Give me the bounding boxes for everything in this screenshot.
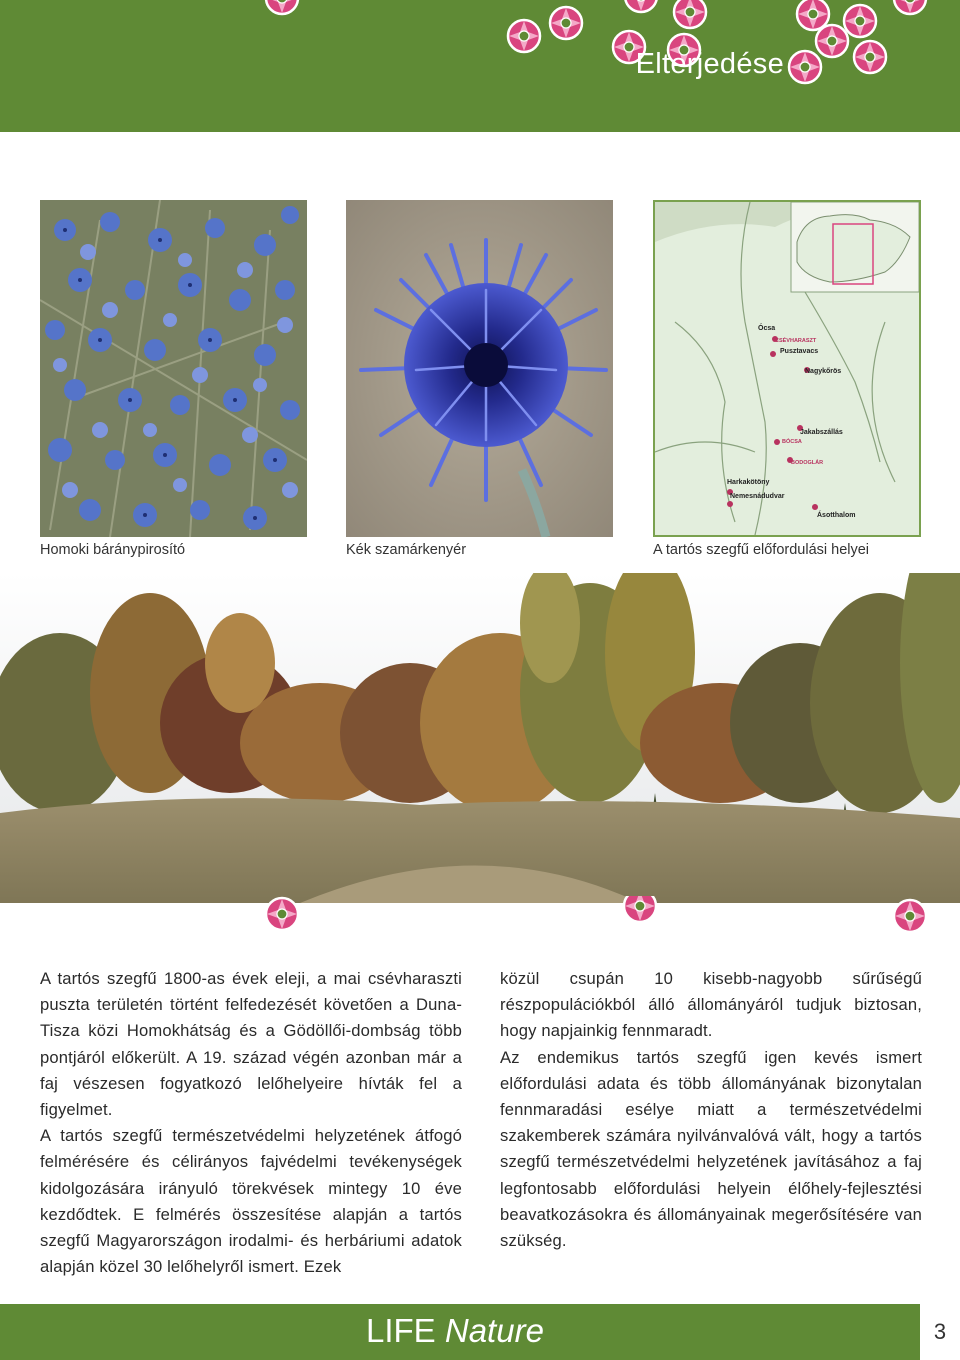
map-label: BODOGLÁR	[791, 460, 824, 466]
paragraph: A tartós szegfű 1800-as évek eleji, a mai csévharaszti puszta területén történt felfedezését követően a Duna-Tisza közi Homokhátság és a Gödöllői-dombság több pontjáról előkerült. A 19. század végén azonban már a faj vészesen fogyatkozó lelőhelyeire hívták fel a figyelmet.	[40, 969, 462, 1120]
footer-life: LIFE	[366, 1312, 436, 1349]
photo-caption: Homoki báránypirosító	[40, 542, 186, 558]
photo-caption: Kék szamárkenyér	[346, 542, 467, 558]
map-label: CSÉVHARASZT	[775, 338, 817, 344]
footer-nature: Nature	[444, 1312, 544, 1349]
paragraph: A tartós szegfű természetvédelmi helyzetének átfogó felmérésére és célirányos fajvédelmi tevékenységek kidolgozására irányuló törekvések mintegy 10 éve kezdődtek. E felmérés összesítése alapján a tartós szegfű Magyarországon irodalmi- és herbáriumi adatok alapján közel 30 lelőhelyről ismert. Ezek	[40, 1126, 462, 1277]
map-caption: A tartós szegfű előfordulási helyei	[653, 542, 870, 558]
map-label: Ócsa	[758, 325, 776, 332]
map-label: Ásotthalom	[817, 512, 856, 519]
footer-logo-text	[366, 1312, 544, 1350]
map-label: Nemesnádudvar	[730, 493, 785, 500]
flower-decoration-top	[0, 0, 960, 132]
page-number: 3	[920, 1304, 960, 1360]
body-column-left	[40, 966, 462, 1280]
photo-lithospermum	[40, 200, 307, 537]
map-label: Pusztavacs	[780, 348, 819, 355]
flower-decoration-bottom	[0, 896, 960, 936]
map-label: Jakabszállás	[800, 429, 843, 436]
paragraph: Az endemikus tartós szegfű igen kevés ismert előfordulási adata és több állományának bizonytalan fennmaradási esélye miatt a természetvédelmi szakemberek számára nyilvánvalóvá vált, hogy a tartós szegfű természetvédelmi helyzetének javításához a faj legfontosabb előfordulási helyein élőhely-fejlesztési beavatkozásokra és állományainak megerősítésére van szükség.	[500, 1047, 922, 1251]
page-title: Elterjedése	[635, 48, 784, 80]
map-label: Harkakötöny	[727, 479, 770, 486]
distribution-map	[653, 200, 921, 537]
body-column-right	[500, 966, 922, 1254]
paragraph: közül csupán 10 kisebb-nagyobb sűrűségű részpopulációkból álló állományáról tudjuk biztosan, hogy napjainkig fennmaradt.	[500, 969, 922, 1041]
landscape-photo	[0, 573, 960, 903]
map-label: Nagykőrös	[805, 368, 842, 375]
photo-echinops	[346, 200, 613, 537]
map-label: BÓCSA	[782, 439, 802, 445]
